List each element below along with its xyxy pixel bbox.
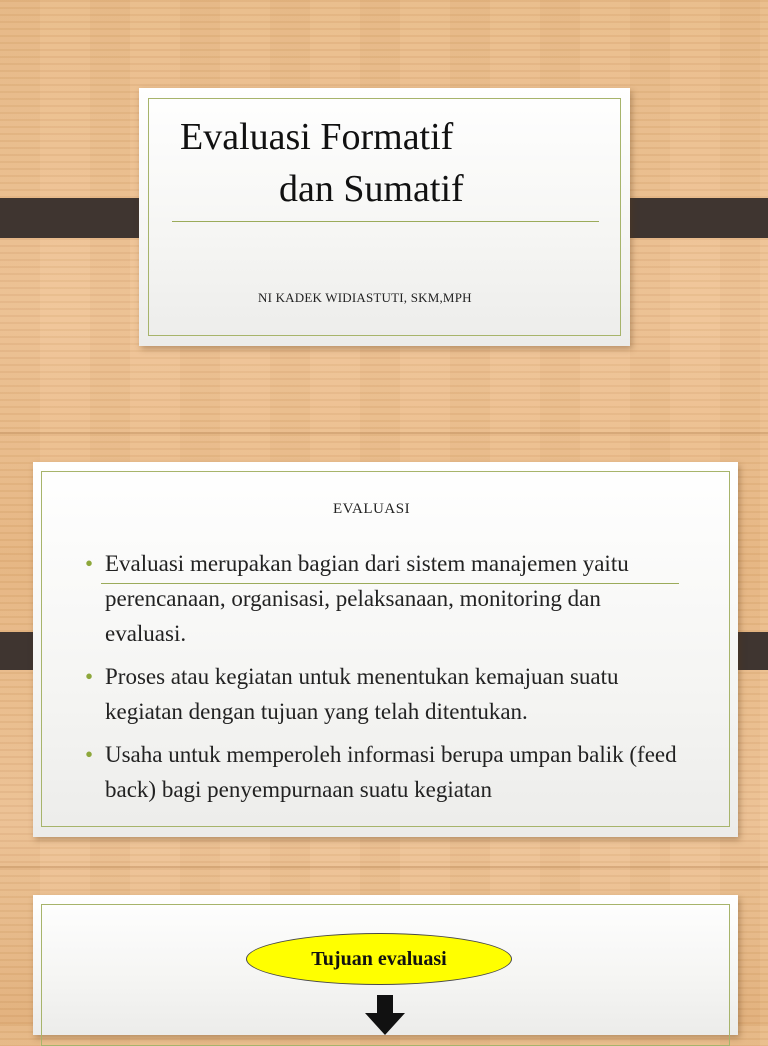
- bullet-icon: •: [85, 551, 94, 576]
- content-card: [33, 462, 738, 837]
- slide-title-line2: dan Sumatif: [279, 168, 464, 210]
- oval-label: Tujuan evaluasi: [311, 947, 447, 970]
- list-item: [85, 737, 685, 807]
- bullet-text: Usaha untuk memperoleh informasi berupa umpan balik (feed back) bagi penyempurnaan suatu kegiatan: [105, 742, 677, 802]
- bullet-text: Proses atau kegiatan untuk menentukan kemajuan suatu kegiatan dengan tujuan yang telah ditentukan.: [105, 664, 619, 724]
- title-rule: [172, 221, 599, 222]
- slide-separator: [0, 866, 768, 868]
- slide-separator: [0, 432, 768, 434]
- tujuan-evaluasi-oval: [246, 933, 512, 985]
- author-name: NI KADEK WIDIASTUTI, SKM,MPH: [258, 290, 472, 305]
- list-item: [85, 659, 685, 729]
- diagram-card: [33, 895, 738, 1035]
- bullet-icon: •: [85, 664, 94, 689]
- decor-bar-right: [612, 198, 768, 238]
- slide-heading: EVALUASI: [333, 501, 411, 517]
- bullet-list: [85, 546, 685, 815]
- bullet-icon: •: [85, 742, 94, 767]
- decor-bar-left: [0, 198, 156, 238]
- arrow-down-icon: [363, 995, 407, 1035]
- list-item: [85, 546, 685, 651]
- slide-title-line1: Evaluasi Formatif: [180, 116, 454, 158]
- bullet-text: Evaluasi merupakan bagian dari sistem manajemen yaitu perencanaan, organisasi, pelaksanaan, monitoring dan evaluasi.: [105, 551, 629, 646]
- title-card: [139, 88, 630, 346]
